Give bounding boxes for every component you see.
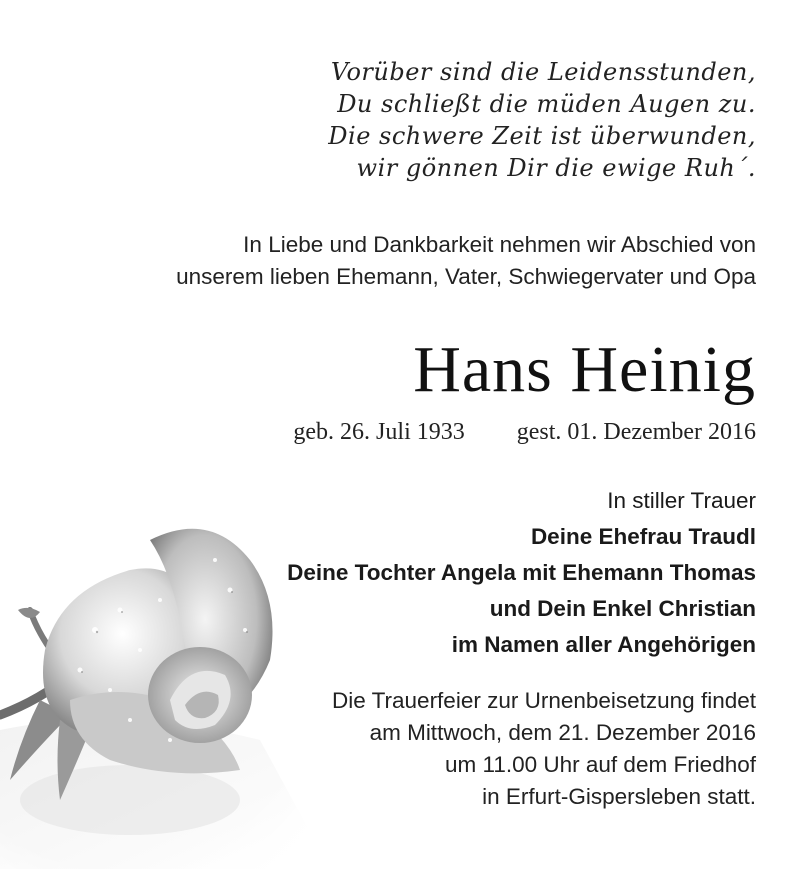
poem-line: Die schwere Zeit ist überwunden, (328, 122, 756, 150)
farewell-intro (176, 229, 756, 293)
ceremony-line: Die Trauerfeier zur Urnenbeisetzung findet (332, 688, 756, 713)
ceremony-info (332, 685, 756, 813)
mourner-name: Deine Ehefrau Traudl (530, 524, 756, 549)
birth-date: geb. 26. Juli 1933 (293, 419, 465, 445)
intro-line: In Liebe und Dankbarkeit nehmen wir Abschied von (243, 232, 756, 257)
poem-line: Du schließt die müden Augen zu. (337, 90, 756, 118)
rose-image (0, 500, 330, 869)
mourners-block (287, 483, 756, 663)
life-dates (293, 417, 756, 447)
poem (328, 56, 756, 184)
deceased-name: Hans Heinig (413, 333, 756, 406)
poem-line: wir gönnen Dir die ewige Ruh´. (356, 154, 756, 182)
death-date: gest. 01. Dezember 2016 (516, 419, 756, 445)
ceremony-line: in Erfurt-Gispersleben statt. (482, 784, 756, 809)
poem-line: Vorüber sind die Leidensstunden, (330, 58, 756, 86)
ceremony-line: am Mittwoch, dem 21. Dezember 2016 (369, 720, 756, 745)
mourner-name: Deine Tochter Angela mit Ehemann Thomas (287, 560, 756, 585)
mourner-name: und Dein Enkel Christian (489, 596, 756, 621)
ceremony-line: um 11.00 Uhr auf dem Friedhof (445, 752, 756, 777)
intro-line: unserem lieben Ehemann, Vater, Schwiegervater und Opa (176, 264, 756, 289)
mourning-heading: In stiller Trauer (607, 488, 756, 513)
mourner-name: im Namen aller Angehörigen (451, 632, 756, 657)
